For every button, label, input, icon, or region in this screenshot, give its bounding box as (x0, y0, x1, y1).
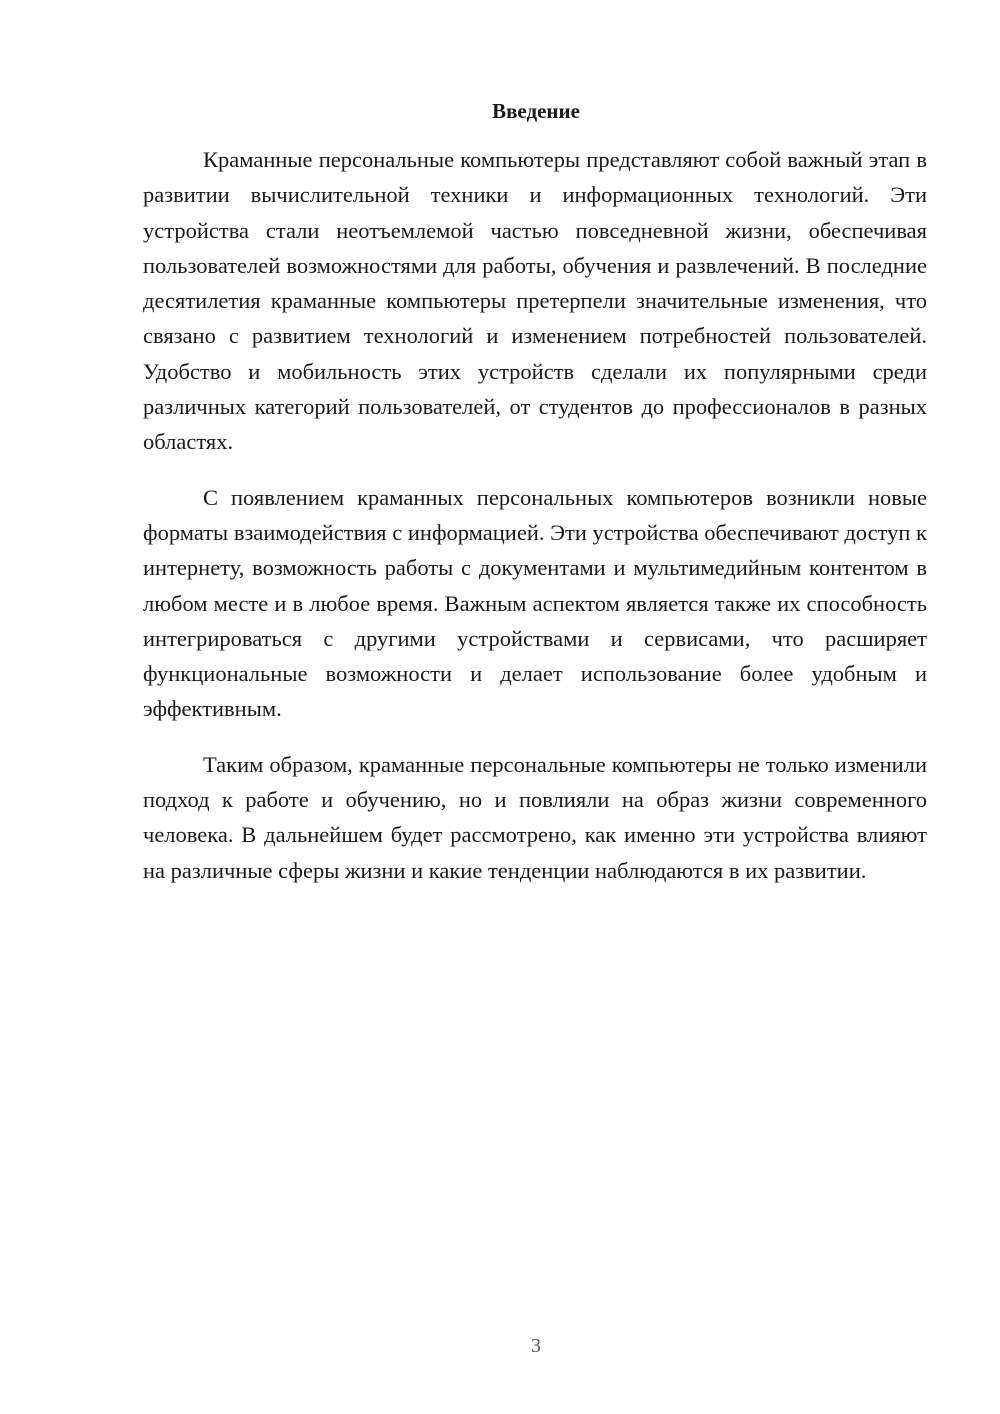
page-number: 3 (531, 1335, 541, 1357)
body-text (143, 142, 927, 908)
paragraph-conclusion: Таким образом, краманные персональные компьютеры не только изменили подход к работе и обучению, но и повлияли на образ жизни современного человека. В дальнейшем будет рассмотрено, как именно эти устройства влияют на различные сферы жизни и какие тенденции наблюдаются в их развитии. (143, 751, 927, 883)
paragraph-interaction: С появлением краманных персональных компьютеров возникли новые форматы взаимодействия с информацией. Эти устройства обеспечивают доступ к интернету, возможность работы с документами и мультимедийным контентом в любом месте и в любое время. Важным аспектом является также их способность интегрироваться с другими устройствами и сервисами, что расширяет функциональные возможности и делает использование более удобным и эффективным. (143, 484, 927, 722)
paragraph-intro: Краманные персональные компьютеры представляют собой важный этап в развитии вычислительной техники и информационных технологий. Эти устройства стали неотъемлемой частью повседневной жизни, обеспечивая пользователей возможностями для работы, обучения и развлечений. В последние десятилетия краманные компьютеры претерпели значительные изменения, что связано с развитием технологий и изменением потребностей пользователей. Удобство и мобильность этих устройств сделали их популярными среди различных категорий пользователей, от студентов до профессионалов в разных областях. (143, 147, 927, 455)
section-title: Введение (492, 99, 580, 123)
